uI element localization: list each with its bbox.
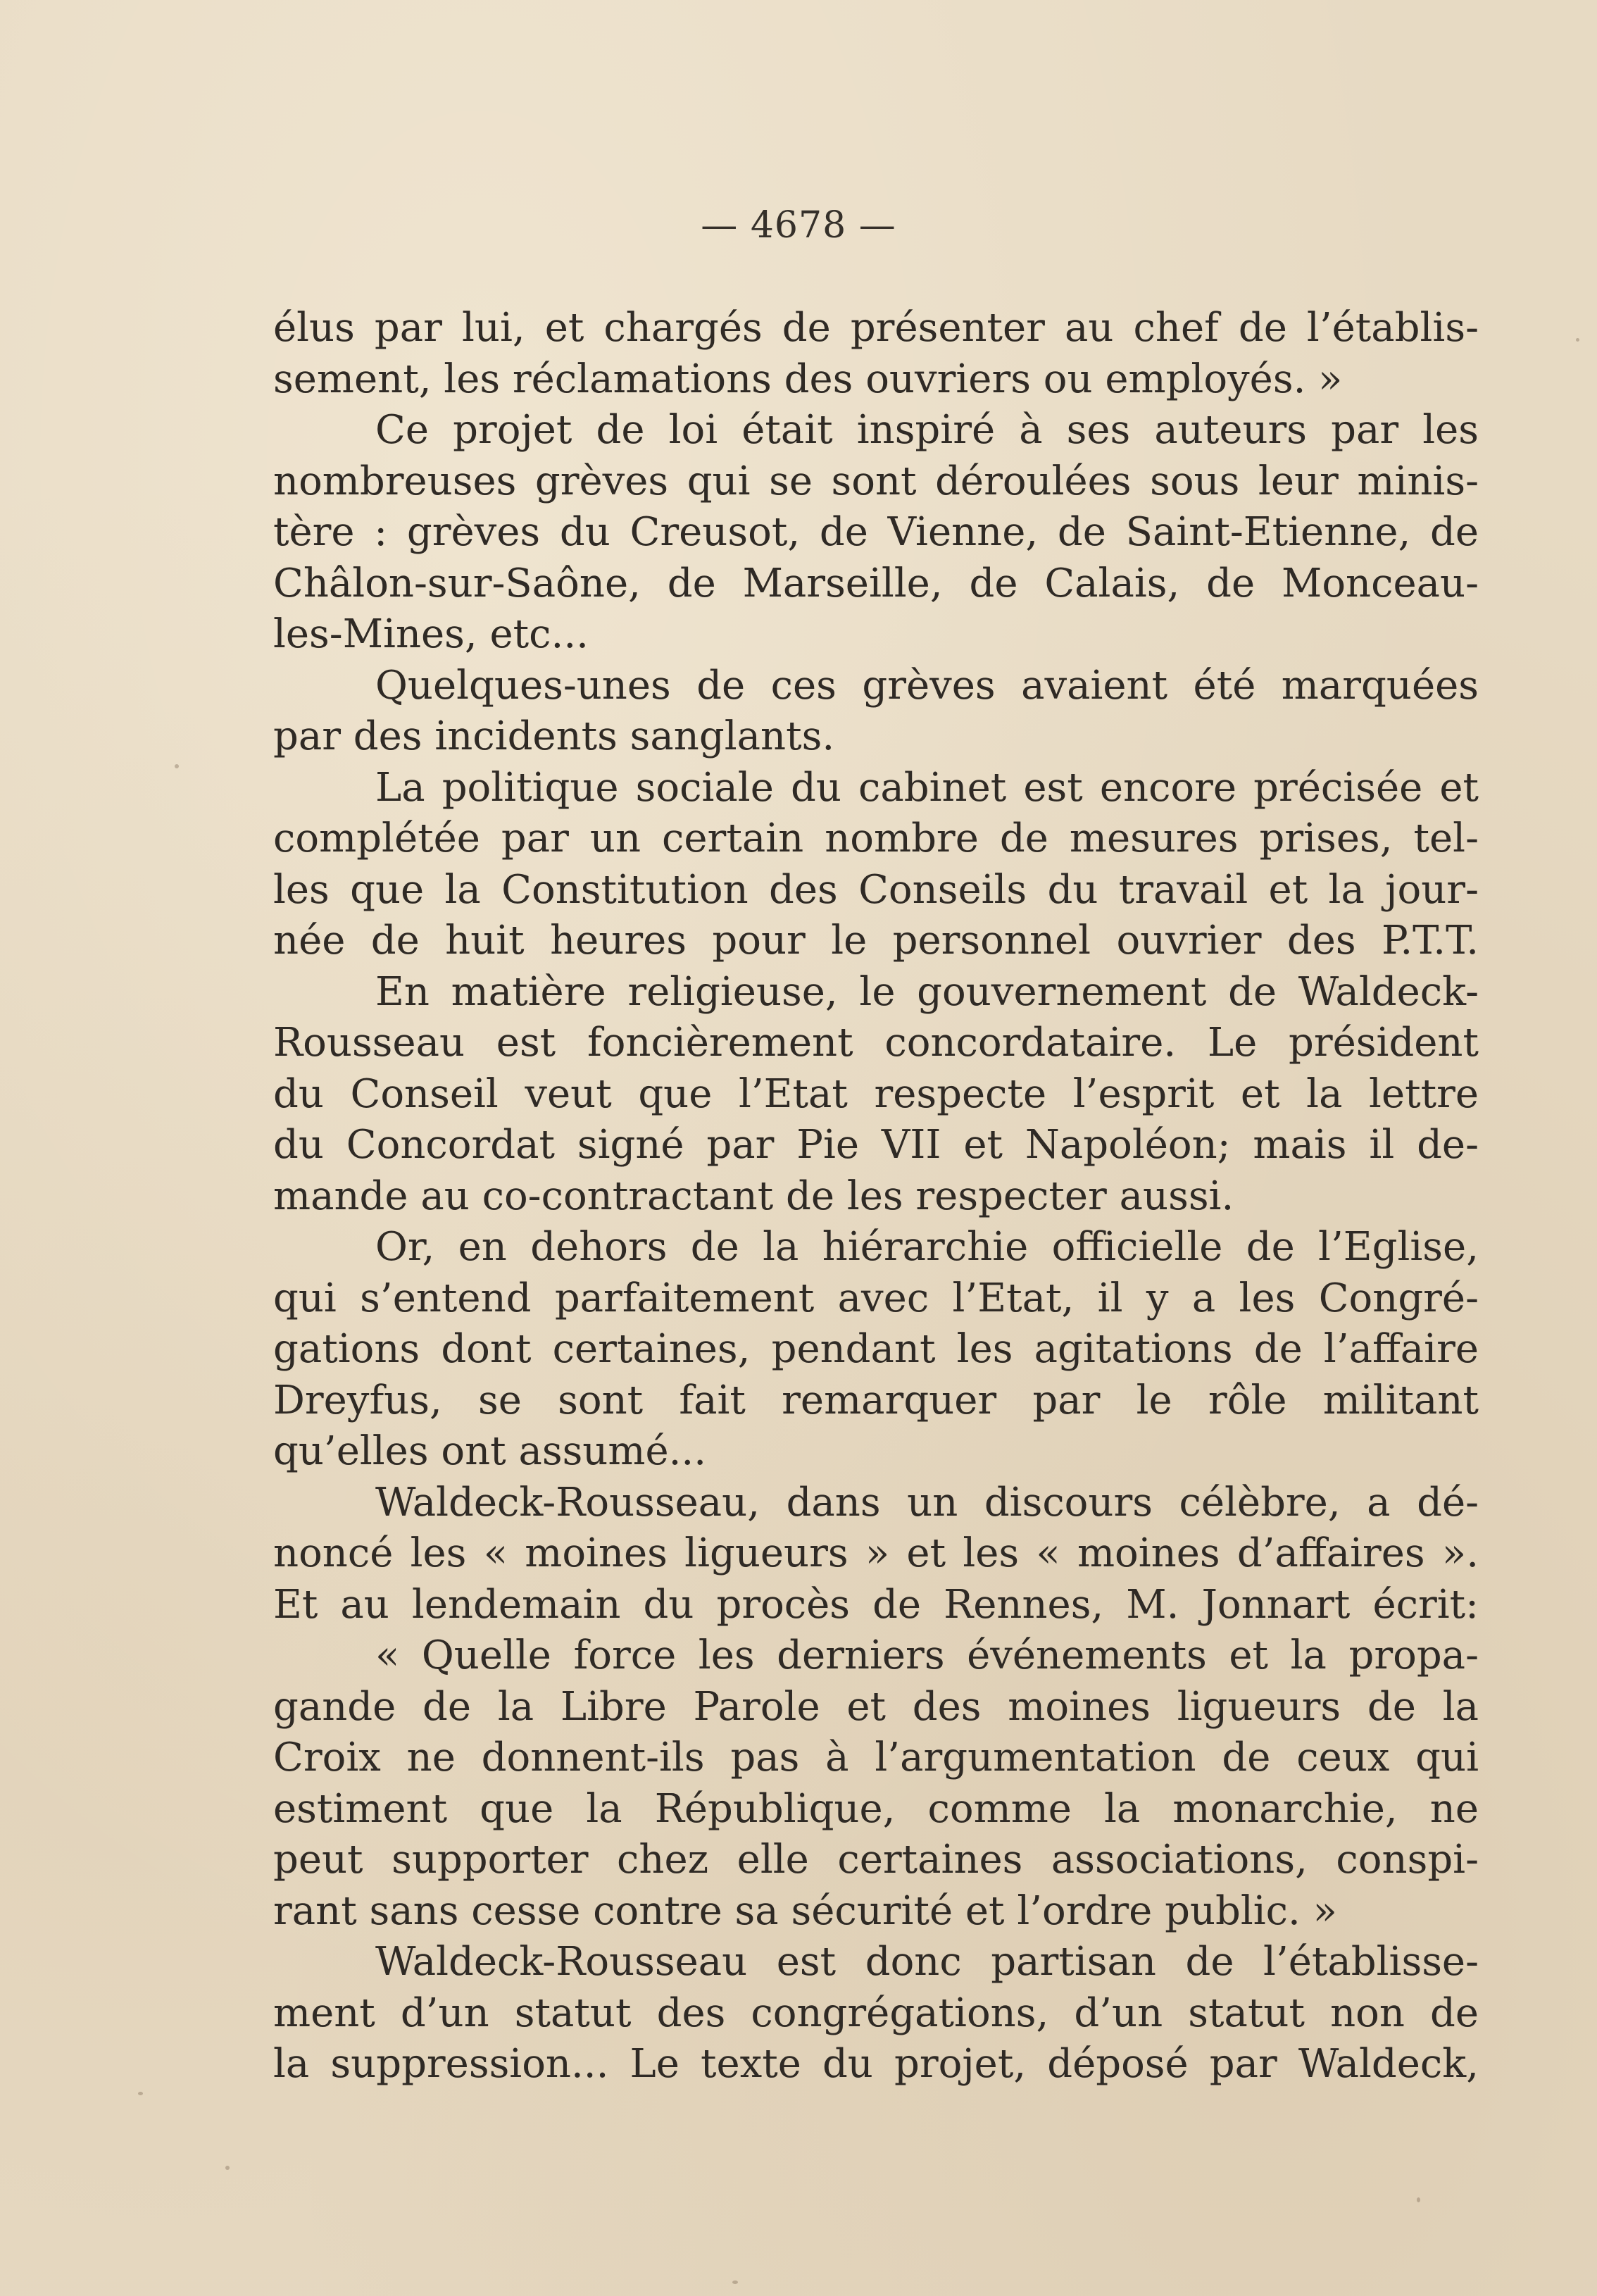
text-line: En matière religieuse, le gouvernement de Waldeck-: [375, 968, 1479, 1015]
page-number: — 4678 —: [701, 204, 896, 247]
text-line: peut supporter chez elle certaines associations, conspi-: [273, 1837, 1479, 1883]
text-line: Dreyfus, se sont fait remarquer par le rôle militant: [273, 1377, 1479, 1423]
text-line: La politique sociale du cabinet est encore précisée et: [375, 764, 1479, 811]
text-line: la suppression... Le texte du projet, déposé par Waldeck,: [273, 2041, 1479, 2087]
text-line: par des incidents sanglants.: [273, 713, 835, 759]
text-line: les que la Constitution des Conseils du travail et la jour-: [273, 866, 1479, 913]
text-line: estiment que la République, comme la monarchie, ne: [273, 1785, 1479, 1832]
paper-speck: [175, 764, 179, 768]
text-line: du Concordat signé par Pie VII et Napoléon; mais il de-: [273, 1122, 1479, 1168]
text-line: gations dont certaines, pendant les agitations de l’affaire: [273, 1326, 1479, 1372]
text-line: mande au co-contractant de les respecter aussi.: [273, 1173, 1234, 1219]
text-line: née de huit heures pour le personnel ouvrier des P.T.T.: [273, 918, 1479, 963]
text-line: qui s’entend parfaitement avec l’Etat, il y a les Congré-: [273, 1275, 1479, 1321]
paper-speck: [225, 2166, 230, 2170]
text-line: Or, en dehors de la hiérarchie officielle de l’Eglise,: [375, 1224, 1479, 1270]
text-line: Et au lendemain du procès de Rennes, M. Jonnart écrit:: [273, 1581, 1479, 1628]
text-line: Waldeck-Rousseau, dans un discours célèbre, a dé-: [375, 1479, 1479, 1526]
paper-speck: [1576, 338, 1579, 342]
text-line: complétée par un certain nombre de mesures prises, tel-: [273, 816, 1479, 861]
text-line: Quelques-unes de ces grèves avaient été marquées: [375, 662, 1479, 709]
text-line: Waldeck-Rousseau est donc partisan de l’établisse-: [375, 1939, 1479, 1985]
text-line: noncé les « moines ligueurs » et les « moines d’affaires ».: [273, 1530, 1479, 1576]
text-line: ment d’un statut des congrégations, d’un statut non de: [273, 1990, 1479, 2036]
text-line: rant sans cesse contre sa sécurité et l’ordre public. »: [273, 1888, 1337, 1934]
text-line: élus par lui, et chargés de présenter au chef de l’établis-: [273, 305, 1479, 351]
text-line: sement, les réclamations des ouvriers ou employés. »: [273, 356, 1343, 402]
text-line: gande de la Libre Parole et des moines ligueurs de la: [273, 1683, 1479, 1730]
paper-speck: [138, 2092, 143, 2095]
text-line: du Conseil veut que l’Etat respecte l’esprit et la lettre: [273, 1071, 1479, 1117]
paper-speck: [732, 2281, 738, 2284]
text-line: « Quelle force les derniers événements et la propa-: [375, 1633, 1479, 1678]
text-line: Rousseau est foncièrement concordataire. Le président: [273, 1020, 1479, 1066]
text-line: qu’elles ont assumé...: [273, 1428, 707, 1474]
text-line: les-Mines, etc...: [273, 611, 589, 657]
text-line: Châlon-sur-Saône, de Marseille, de Calais, de Monceau-: [273, 560, 1479, 606]
text-line: Ce projet de loi était inspiré à ses auteurs par les: [375, 407, 1479, 453]
body-text: [273, 303, 1479, 2090]
text-line: tère : grèves du Creusot, de Vienne, de Saint-Etienne, de: [273, 509, 1479, 555]
text-line: nombreuses grèves qui se sont déroulées sous leur minis-: [273, 458, 1479, 504]
paper-speck: [1417, 2197, 1420, 2202]
text-line: Croix ne donnent-ils pas à l’argumentation de ceux qui: [273, 1735, 1479, 1780]
